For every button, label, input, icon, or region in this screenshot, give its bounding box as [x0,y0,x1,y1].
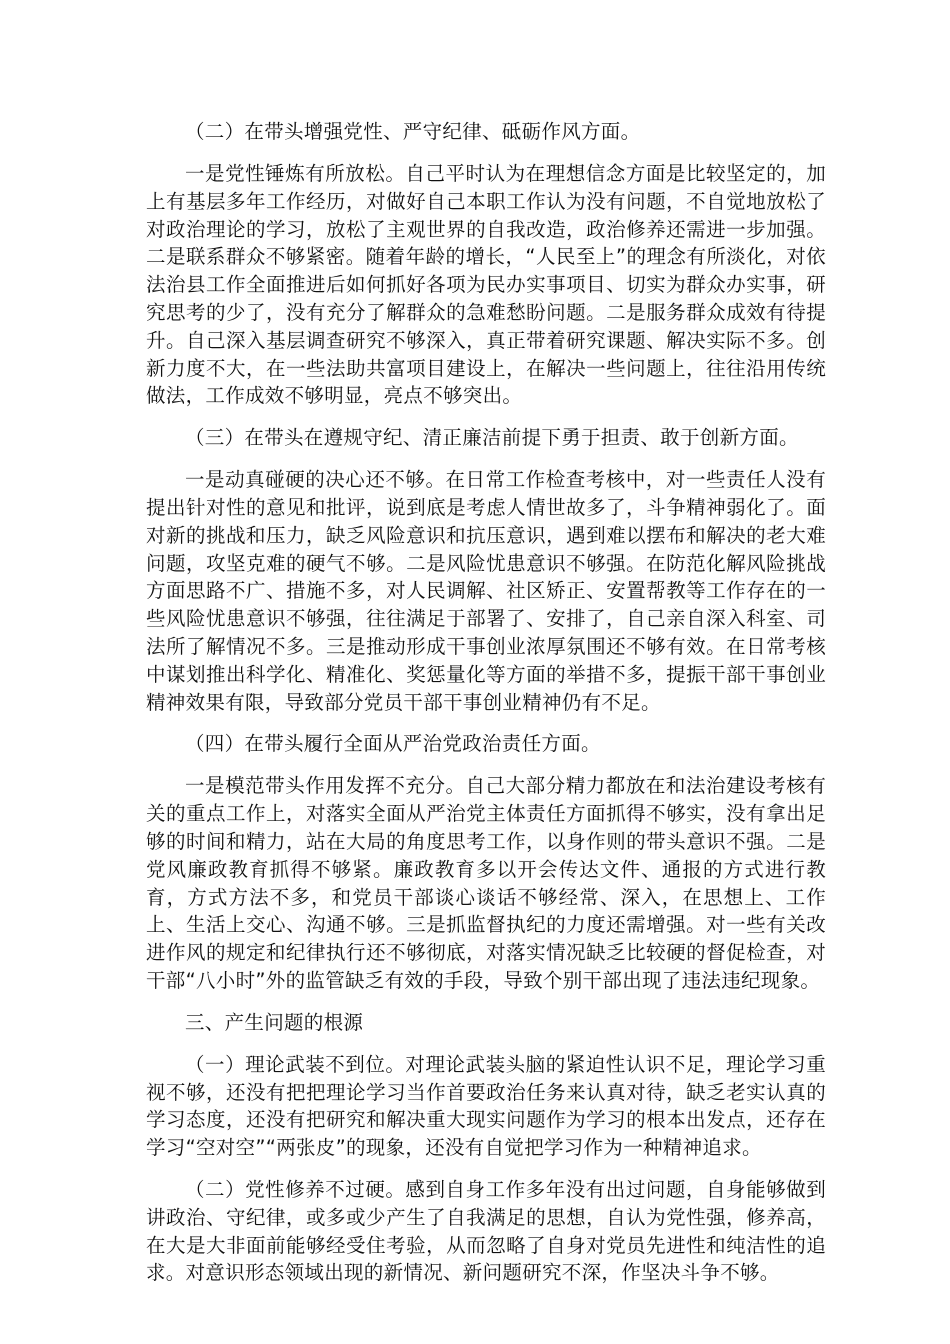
paragraph: 一是模范带头作用发挥不充分。自己大部分精力都放在和法治建设考核有关的重点工作上，对落实全面从严治党主体责任方面抓得不够实，没有拿出足够的时间和精力，站在大局的角度思考工作，以身作则的带头意识不强。二是党风廉政教育抓得不够紧。廉政教育多以开会传达文件、通报的方式进行教育，方式方法不多，和党员干部谈心谈话不够经常、深入，在思想上、工作上、生活上交心、沟通不够。三是抓监督执纪的力度还需增强。对一些有关改进作风的规定和纪律执行还不够彻底，对落实情况缺乏比较硬的督促检查，对干部“八小时”外的监管缺乏有效的手段，导致个别干部出现了违法违纪现象。 [146,774,826,992]
paragraph: 一是党性锤炼有所放松。自己平时认为在理想信念方面是比较坚定的，加上有基层多年工作经历，对做好自己本职工作认为没有问题，不自觉地放松了对政治理论的学习，放松了主观世界的自我改造，政治修养还需进一步加强。二是联系群众不够紧密。随着年龄的增长，“人民至上”的理念有所淡化，对依法治县工作全面推进后如何抓好各项为民办实事项目、切实为群众办实事，研究思考的少了，没有充分了解群众的急难愁盼问题。二是服务群众成效有待提升。自己深入基层调查研究不够深入，真正带着研究课题、解决实际不多。创新力度不大，在一些法助共富项目建设上，在解决一些问题上，往往沿用传统做法，工作成效不够明显，亮点不够突出。 [146,162,826,408]
chapter-heading-roots: 三、产生问题的根源 [185,1010,364,1034]
paragraph: 一是动真碰硬的决心还不够。在日常工作检查考核中，对一些责任人没有提出针对性的意见和批评，说到底是考虑人情世故多了，斗争精神弱化了。面对新的挑战和压力，缺乏风险意识和抗压意识，遇到难以摆布和解决的老大难问题，攻坚克难的硬气不够。二是风险忧患意识不够强。在防范化解风险挑战方面思路不广、措施不多，对人民调解、社区矫正、安置帮教等工作存在的一些风险忧患意识不够强，往往满足于部署了、安排了，自己亲自深入科室、司法所了解情况不多。三是推动形成干事创业浓厚氛围还不够有效。在日常考核中谋划推出科学化、精准化、奖惩量化等方面的举措不多，提振干部干事创业精神效果有限，导致部分党员干部干事创业精神仍有不足。 [146,468,826,714]
section-heading-2: （二）在带头增强党性、严守纪律、砥砺作风方面。 [185,120,641,143]
section-heading-3: （三）在带头在遵规守纪、清正廉洁前提下勇于担责、敢于创新方面。 [185,426,799,450]
paragraph: （二）党性修养不过硬。感到自身工作多年没有出过问题，自身能够做到讲政治、守纪律，或多或少产生了自我满足的思想，自认为党性强，修养高，在大是大非面前能够经受住考验，从而忽略了自身对党员先进性和纯洁性的追求。对意识形态领域出现的新情况、新问题研究不深，作坚决斗争不够。 [146,1177,826,1285]
paragraph: （一）理论武装不到位。对理论武装头脑的紧迫性认识不足，理论学习重视不够，还没有把把理论学习当作首要政治任务来认真对待，缺乏老实认真的学习态度，还没有把研究和解决重大现实问题作为学习的根本出发点，还存在学习“空对空”“两张皮”的现象，还没有自觉把学习作为一种精神追求。 [146,1052,826,1160]
document-page [146,118,826,1301]
section-heading-4: （四）在带头履行全面从严治党政治责任方面。 [185,732,601,756]
